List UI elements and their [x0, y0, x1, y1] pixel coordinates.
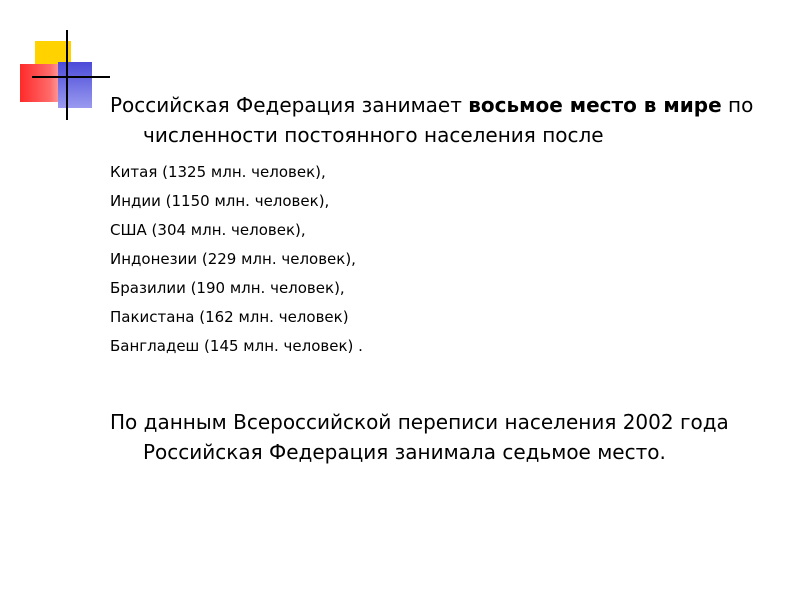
list-item: Индонезии (229 млн. человек), [110, 250, 356, 268]
list-item: Бразилии (190 млн. человек), [110, 279, 345, 297]
intro-text-part1: Российская Федерация занимает [110, 93, 469, 117]
list-item: Пакистана (162 млн. человек) [110, 308, 349, 326]
slide-content [110, 90, 780, 467]
intro-bold-text: восьмое место в мире [468, 93, 722, 117]
intro-text-part2: по численности постоянного населения после [143, 93, 754, 147]
decorative-corner-graphic [0, 0, 110, 130]
list-item: Индии (1150 млн. человек), [110, 192, 330, 210]
list-item: Китая (1325 млн. человек), [110, 163, 326, 181]
list-item: США (304 млн. человек), [110, 221, 306, 239]
list-item: Бангладеш (145 млн. человек) . [110, 337, 363, 355]
intro-paragraph [110, 90, 780, 150]
decor-horizontal-line [32, 76, 110, 78]
census-paragraph: По данным Всероссийской переписи населения 2002 года Российская Федерация занимала седьмое место. [110, 410, 729, 464]
decor-vertical-line [66, 30, 68, 120]
country-list [110, 158, 780, 361]
decor-blue-square [58, 62, 92, 108]
